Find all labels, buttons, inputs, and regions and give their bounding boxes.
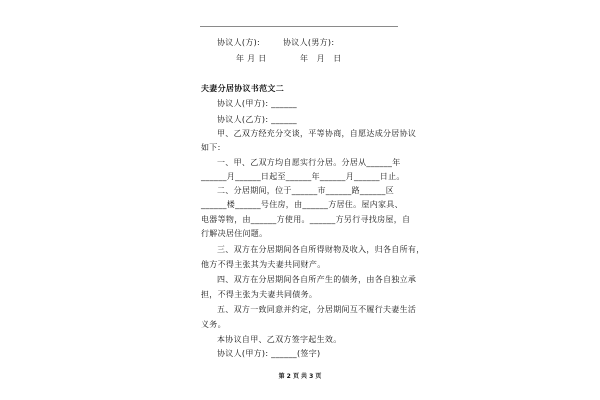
document-title: 夫妻分居协议书范文二 bbox=[201, 84, 284, 93]
clause-1-line-2: ______月______日起至______年______月______日止。 bbox=[201, 172, 405, 181]
clause-4-line-2: 担，不得主张为夫妻共同债务。 bbox=[201, 290, 318, 299]
clause-2-line-1: 二、分居期间，位于______市______路______区 bbox=[217, 186, 394, 195]
party-b-line: 协议人(乙方): ______ bbox=[217, 115, 297, 124]
effective-clause: 本协议自甲、乙双方签字起生效。 bbox=[217, 335, 342, 344]
clause-3-line-2: 他方不得主张其为夫妻共同财产。 bbox=[201, 260, 326, 269]
party-a-signature-label: 协议人(方): bbox=[217, 38, 261, 47]
intro-line-1: 甲、乙双方经充分交谈，平等协商，自愿达成分居协议 bbox=[217, 129, 417, 138]
intro-line-2: 如下: bbox=[201, 143, 221, 152]
page-number: 第 2 页 共 3 页 bbox=[278, 373, 322, 380]
party-b-date: 年 月 日 bbox=[300, 54, 342, 63]
clause-5-line-2: 义务。 bbox=[201, 320, 226, 329]
clause-1-line-1: 一、甲、乙双方均自愿实行分居。分居从______年 bbox=[217, 158, 401, 167]
party-a-line: 协议人(甲方): ______ bbox=[217, 99, 297, 108]
party-a-date: 年 月 日 bbox=[236, 54, 267, 63]
clause-3-line-1: 三、双方在分居期间各自所得财物及收入，归各自所有， bbox=[217, 245, 425, 254]
signature-line: 协议人(甲方): ______(签字) bbox=[217, 349, 321, 358]
clause-2-line-4: 行解决居住问题。 bbox=[201, 229, 268, 238]
clause-4-line-1: 四、双方在分居期间各自所产生的债务，由各自独立承 bbox=[217, 275, 417, 284]
clause-2-line-3: 电器等物，由______方使用。______方另行寻找房屋，自 bbox=[201, 215, 411, 224]
party-b-signature-label: 协议人(男方): bbox=[283, 38, 335, 47]
clause-2-line-2: ______楼______号住房，由______方居住。屋内家具、 bbox=[201, 200, 403, 209]
header-rule bbox=[200, 26, 398, 27]
clause-5-line-1: 五、双方一致同意并约定，分居期间互不履行夫妻生活 bbox=[217, 305, 417, 314]
